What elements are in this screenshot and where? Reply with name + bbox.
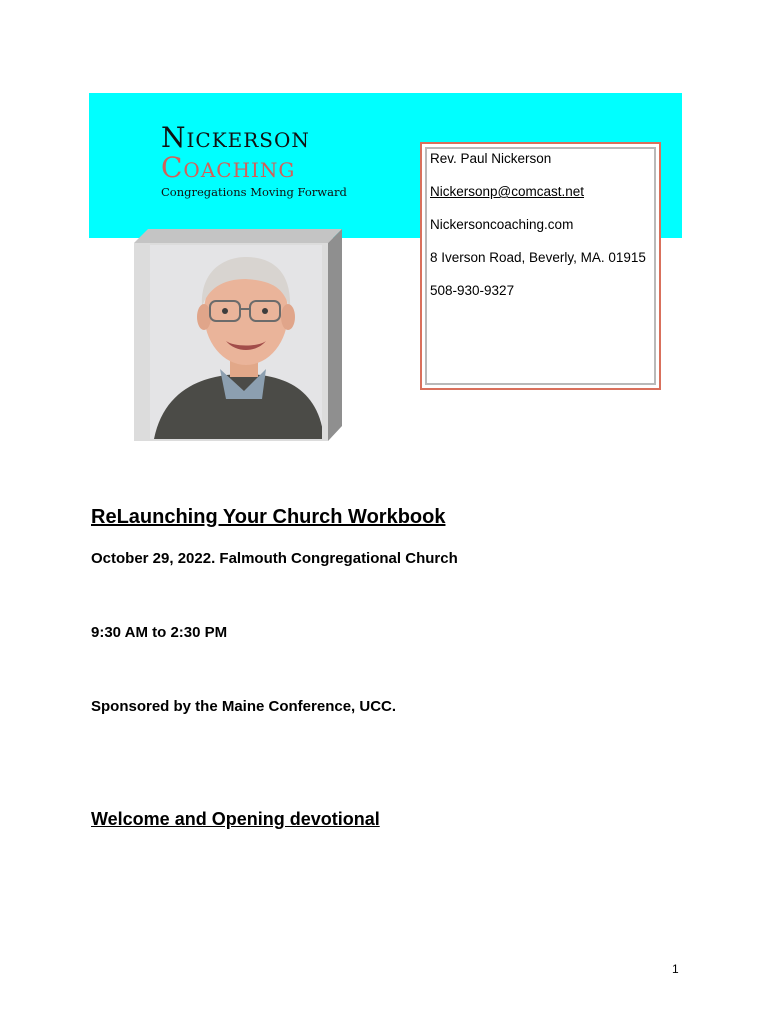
contact-phone: 508-930-9327	[430, 283, 515, 298]
contact-address: 8 Iverson Road, Beverly, MA. 01915	[430, 250, 646, 265]
logo-tagline: Congregations Moving Forward	[161, 185, 347, 199]
page-number: 1	[672, 962, 679, 976]
contact-details	[430, 150, 650, 315]
logo-name-line: Nickerson	[161, 121, 310, 154]
contact-name: Rev. Paul Nickerson	[430, 151, 552, 166]
company-logo	[161, 123, 347, 199]
event-sponsor: Sponsored by the Maine Conference, UCC.	[91, 698, 397, 715]
section-heading-welcome: Welcome and Opening devotional	[91, 809, 380, 829]
event-date-location: October 29, 2022. Falmouth Congregational Church	[91, 550, 458, 567]
workbook-title: ReLaunching Your Church Workbook	[91, 506, 446, 528]
logo-coaching-line: Coaching	[161, 151, 296, 184]
event-time: 9:30 AM to 2:30 PM	[91, 624, 228, 641]
contact-website: Nickersoncoaching.com	[430, 217, 574, 232]
portrait-photo	[134, 229, 342, 441]
contact-email-link[interactable]: Nickersonp@comcast.net	[430, 184, 585, 199]
